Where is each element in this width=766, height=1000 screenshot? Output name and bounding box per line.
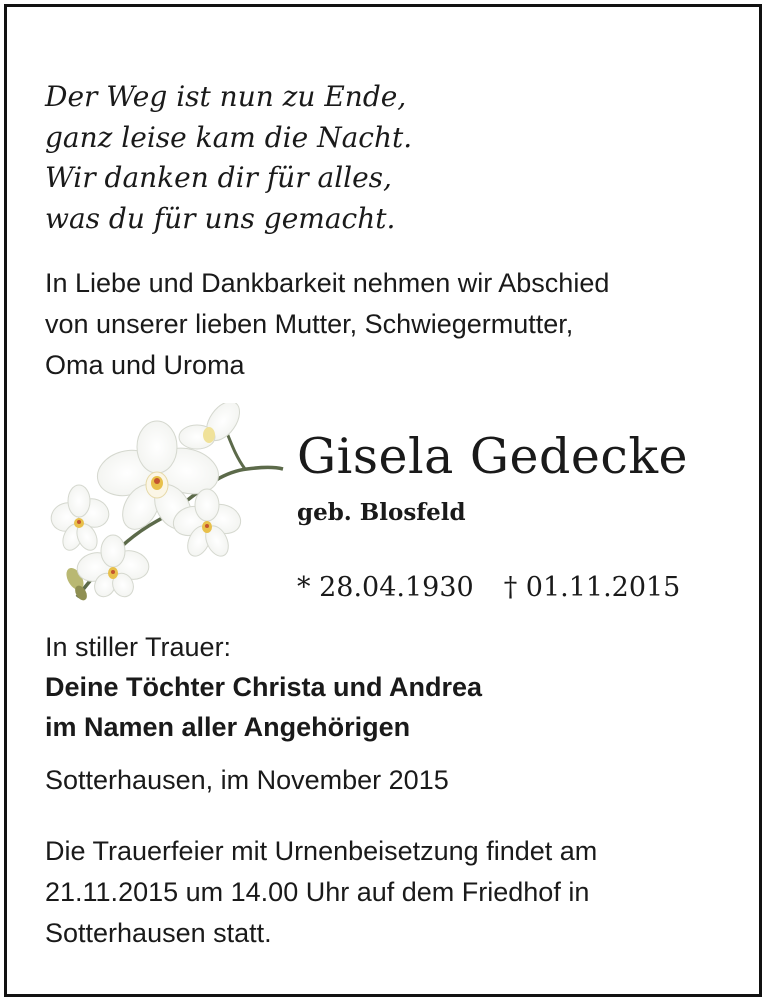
obituary-frame — [4, 4, 762, 997]
funeral-line: Die Trauerfeier mit Urnenbeisetzung findet am — [45, 836, 598, 866]
maiden-name: geb. Blosfeld — [297, 499, 466, 526]
funeral-line: 21.11.2015 um 14.00 Uhr auf dem Friedhof in — [45, 877, 590, 907]
intro-line: In Liebe und Dankbarkeit nehmen wir Abschied — [45, 268, 610, 298]
poem-line: Der Weg ist nun zu Ende, — [45, 80, 407, 113]
mourners-line: Deine Töchter Christa und Andrea — [45, 672, 483, 702]
deceased-name: Gisela Gedecke — [297, 428, 689, 485]
death-date: † 01.11.2015 — [503, 572, 681, 603]
poem-line: Wir danken dir für alles, — [45, 161, 392, 194]
mourners-line: im Namen aller Angehörigen — [45, 712, 411, 742]
life-dates — [297, 570, 680, 606]
intro-line: von unserer lieben Mutter, Schwiegermutter, — [45, 309, 574, 339]
mourners-heading: In stiller Trauer: — [45, 632, 232, 662]
intro-line: Oma und Uroma — [45, 350, 245, 380]
birth-date: * 28.04.1930 — [297, 572, 474, 603]
orchid-branch-icon — [47, 403, 287, 603]
poem-line: ganz leise kam die Nacht. — [45, 120, 413, 154]
mourners-block — [45, 627, 482, 747]
intro-text — [45, 263, 609, 386]
funeral-notice — [45, 831, 597, 954]
poem-line: was du für uns gemacht. — [45, 201, 396, 235]
funeral-line: Sotterhausen statt. — [45, 918, 272, 948]
place-date: Sotterhausen, im November 2015 — [45, 765, 449, 795]
poem — [45, 77, 412, 239]
